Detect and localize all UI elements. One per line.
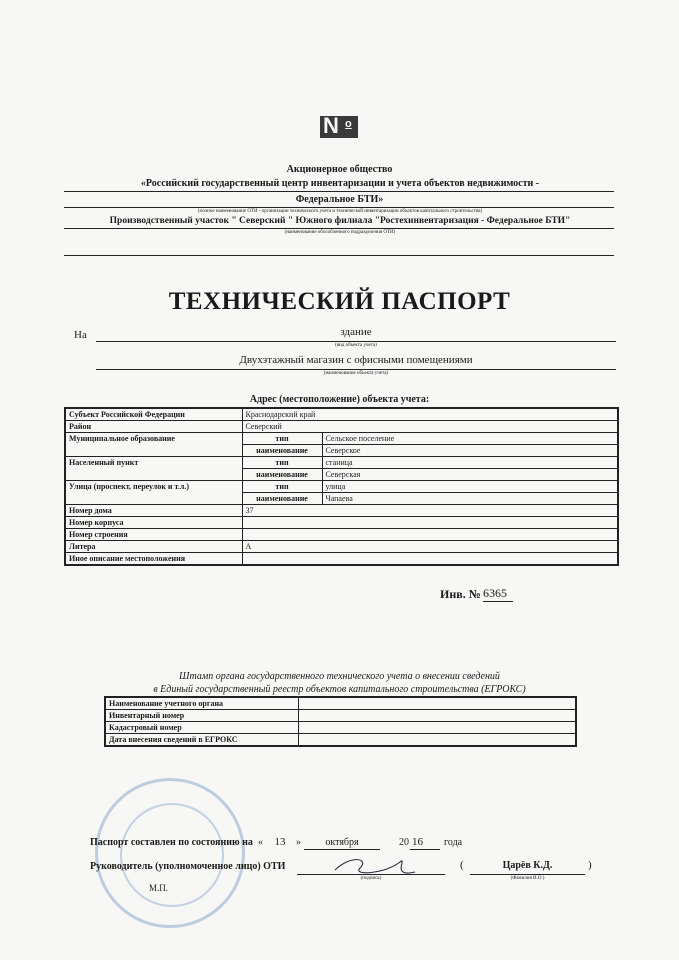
logo-suffix: о	[345, 118, 352, 130]
stamp-table	[104, 696, 577, 747]
page-title: ТЕХНИЧЕСКИЙ ПАСПОРТ	[168, 288, 511, 315]
stamp-row-label: Инвентарный номер	[105, 710, 298, 722]
stamp-row-value	[298, 734, 576, 747]
table-row	[105, 722, 576, 734]
division-rule	[64, 228, 614, 229]
table-row	[65, 505, 618, 517]
building-label: Номер корпуса	[65, 517, 242, 529]
table-row	[65, 433, 618, 445]
municipal-name-label: наименование	[242, 445, 322, 457]
header-line3: Федеральное БТИ»	[295, 194, 384, 205]
sign-caption: (подпись)	[360, 876, 382, 881]
stamp-row-value	[298, 697, 576, 710]
head-name: Царёв К.Д.	[502, 860, 553, 871]
header-line2: «Российский государственный центр инвентаризации и учета объектов недвижимости -	[140, 178, 540, 189]
house-label: Номер дома	[65, 505, 242, 517]
inventory-label: Инв. №	[440, 587, 481, 601]
header-rule	[64, 255, 614, 256]
district-value: Северский	[242, 421, 618, 433]
table-row	[65, 408, 618, 421]
other-label: Иное описание местоположения	[65, 553, 242, 566]
inventory-number: 6365	[483, 586, 513, 602]
settlement-name-label: наименование	[242, 469, 322, 481]
mp-label: М.П.	[149, 883, 169, 893]
stamp-row-value	[298, 722, 576, 734]
name-open-paren: (	[460, 859, 464, 871]
structure-value	[242, 529, 618, 541]
municipal-type-value: Сельское поселение	[322, 433, 618, 445]
table-row	[105, 710, 576, 722]
division-name: Производственный участок " Северский " Южного филиала "Ростехинвентаризация - Федеральное БТИ"	[109, 216, 571, 226]
house-value: 37	[242, 505, 618, 517]
table-row	[105, 734, 576, 747]
table-row	[65, 457, 618, 469]
table-row	[65, 481, 618, 493]
name-caption: (Фамилия И.О.)	[510, 876, 545, 881]
stamp-row-label: Дата внесения сведений в ЕГРОКС	[105, 734, 298, 747]
date-open-quote: «	[258, 837, 263, 848]
municipal-type-label: тип	[242, 433, 322, 445]
header-rule	[64, 191, 614, 192]
litera-label: Литера	[65, 541, 242, 553]
date-year-prefix: 20	[399, 837, 409, 848]
table-row	[105, 697, 576, 710]
name-rule	[470, 874, 585, 875]
object-name: Двухэтажный магазин с офисными помещениями	[239, 354, 473, 366]
date-year-word: года	[444, 837, 463, 848]
subject-value: Краснодарский край	[242, 408, 618, 421]
street-label: Улица (проспект, переулок и т.л.)	[65, 481, 242, 505]
street-name-label: наименование	[242, 493, 322, 505]
street-type-value: улица	[322, 481, 618, 493]
building-value	[242, 517, 618, 529]
object-prefix: На	[74, 329, 87, 341]
stamp-row-label: Кадастровый номер	[105, 722, 298, 734]
official-seal-icon	[95, 778, 245, 928]
date-month: октября	[325, 837, 359, 848]
header-caption1: (полное наименование ОТИ - организации технического учета и технической инвентаризации объектов капитального строительства)	[197, 209, 483, 214]
municipal-label: Муниципальное образование	[65, 433, 242, 457]
seal-inner-ring	[120, 803, 224, 907]
header-line1: Акционерное общество	[286, 164, 393, 175]
object-name-caption: (наименование объекта учета)	[323, 371, 389, 376]
stamp-row-value	[298, 710, 576, 722]
logo-symbol: N	[323, 113, 339, 138]
structure-label: Номер строения	[65, 529, 242, 541]
settlement-type-label: тип	[242, 457, 322, 469]
date-day: 13	[274, 836, 286, 848]
table-row	[65, 529, 618, 541]
settlement-name-value: Северская	[322, 469, 618, 481]
head-label: Руководитель (уполномоченное лицо) ОТИ	[90, 861, 286, 872]
table-row	[65, 517, 618, 529]
date-year-suffix: 16	[412, 836, 423, 848]
municipal-name-value: Северское	[322, 445, 618, 457]
table-row	[65, 553, 618, 566]
name-close-paren: )	[588, 859, 592, 871]
address-heading: Адрес (местоположение) объекта учета:	[249, 394, 430, 405]
table-row	[65, 541, 618, 553]
street-type-label: тип	[242, 481, 322, 493]
object-name-rule	[96, 369, 616, 370]
stamp-row-label: Наименование учетного органа	[105, 697, 298, 710]
object-type-caption: (вид объекта учета)	[335, 343, 377, 348]
table-row	[65, 421, 618, 433]
settlement-type-value: станица	[322, 457, 618, 469]
district-label: Район	[65, 421, 242, 433]
litera-value: А	[242, 541, 618, 553]
header-caption2: (наименование обособленного подразделения ОТИ)	[284, 230, 396, 235]
subject-label: Субъект Российской Федерации	[65, 408, 242, 421]
numero-logo	[320, 113, 358, 138]
date-close-quote: »	[296, 837, 301, 848]
other-value	[242, 553, 618, 566]
address-table	[64, 407, 619, 566]
object-type-rule	[96, 341, 616, 342]
settlement-label: Населенный пункт	[65, 457, 242, 481]
object-type: здание	[340, 326, 372, 338]
street-name-value: Чапаева	[322, 493, 618, 505]
stamp-heading1: Штамп органа государственного технического учета о внесении сведений	[179, 671, 500, 682]
date-prefix: Паспорт составлен по состоянию на	[90, 837, 253, 848]
header-rule	[64, 207, 614, 208]
stamp-heading2: в Единый государственный реестр объектов капитального строительства (ЕГРОКС)	[153, 684, 526, 695]
